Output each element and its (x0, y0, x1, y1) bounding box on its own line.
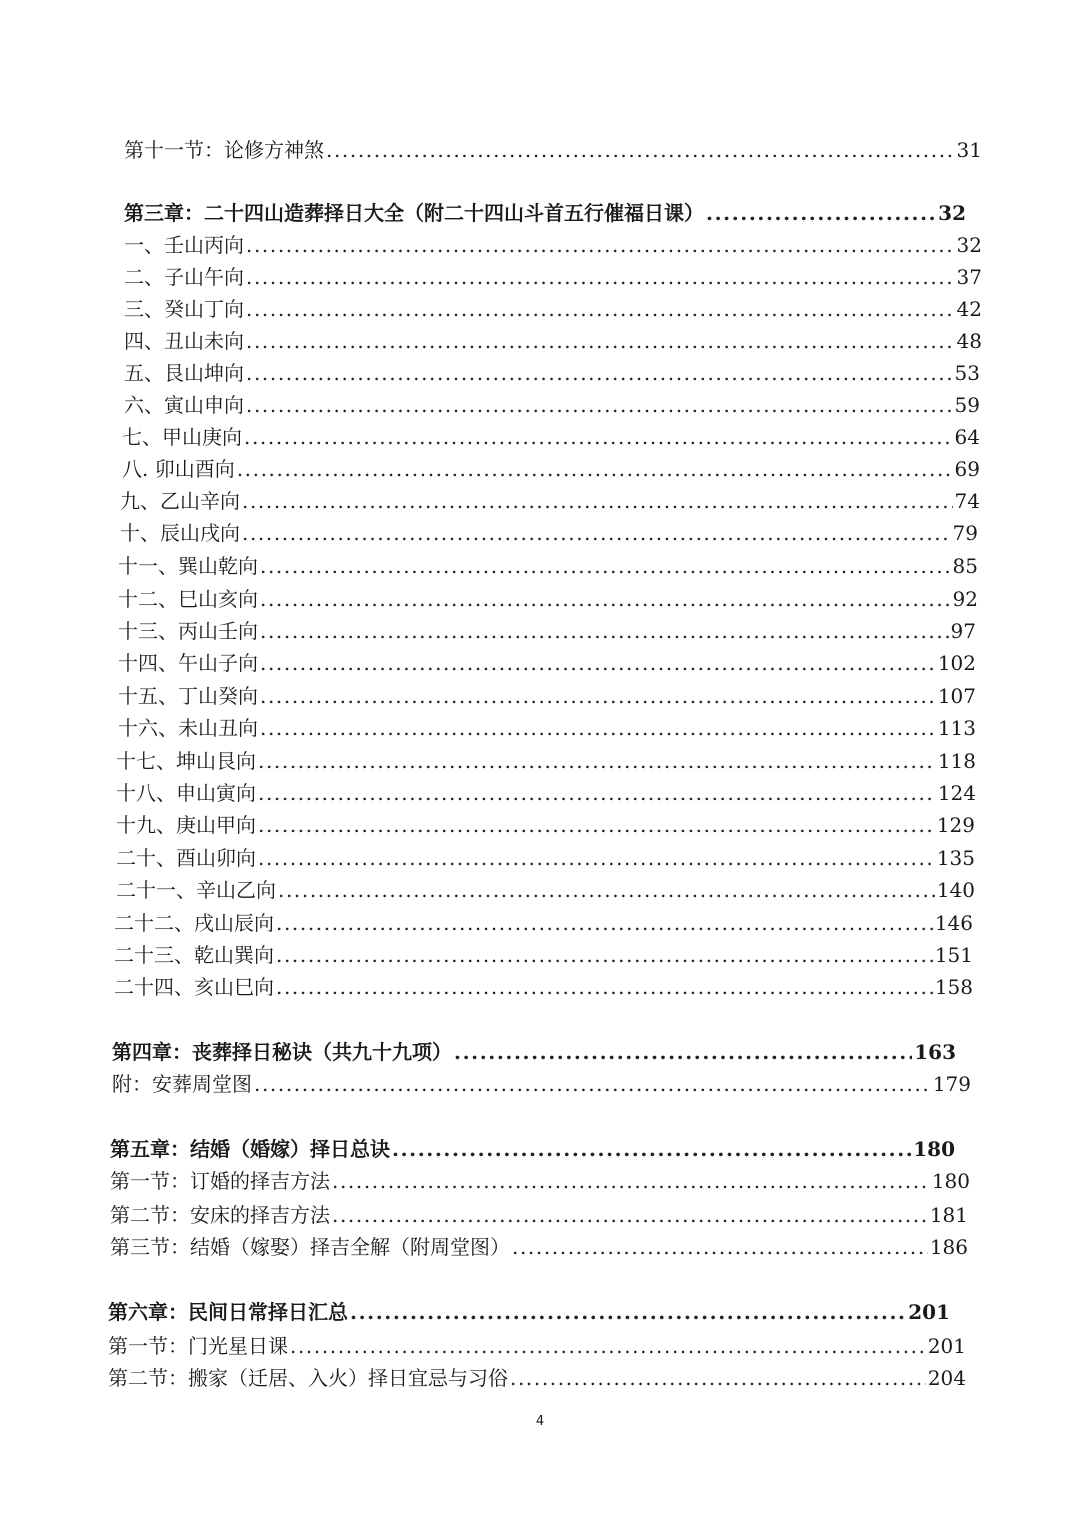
toc-dot-leader (392, 1134, 911, 1164)
toc-chapter-row (110, 1134, 955, 1164)
toc-dot-leader (244, 422, 953, 452)
toc-entry-row (124, 358, 980, 388)
toc-entry-title: 七、甲山庚向 (122, 425, 242, 449)
toc-entry-page: 37 (956, 265, 982, 289)
toc-dot-leader (260, 551, 951, 581)
toc-entry-row (116, 843, 975, 873)
toc-dot-leader (276, 972, 933, 1002)
toc-dot-leader (332, 1200, 928, 1230)
toc-entry-row (118, 551, 978, 581)
toc-entry-title: 一、壬山丙向 (124, 233, 244, 257)
toc-entry-row (110, 1232, 968, 1262)
toc-dot-leader (242, 518, 951, 548)
toc-entry-title: 十四、午山子向 (118, 651, 258, 675)
toc-entry-page: 204 (927, 1366, 966, 1390)
toc-entry-page: 151 (934, 943, 973, 967)
toc-entry-page: 74 (954, 489, 980, 513)
toc-entry-row (118, 648, 976, 678)
toc-entry-page: 42 (956, 297, 982, 321)
toc-dot-leader (246, 230, 955, 260)
toc-entry-page: 124 (937, 781, 976, 805)
toc-dot-leader (260, 681, 936, 711)
toc-entry-row (120, 518, 978, 548)
toc-entry-page: 64 (954, 425, 980, 449)
toc-dot-leader (510, 1363, 926, 1393)
toc-dot-leader (254, 1069, 931, 1099)
toc-dot-leader (242, 486, 953, 516)
toc-entry-title: 第十一节：论修方神煞 (124, 138, 324, 162)
toc-entry-title: 第一节：订婚的择吉方法 (110, 1169, 330, 1193)
toc-entry-row (116, 746, 976, 776)
toc-entry-title: 二、子山午向 (124, 265, 244, 289)
toc-dot-leader (258, 810, 935, 840)
toc-entry-title: 二十、酉山卯向 (116, 846, 256, 870)
toc-dot-leader (237, 454, 953, 484)
page-number: 4 (535, 1414, 545, 1429)
toc-entry-page: 180 (913, 1137, 955, 1161)
toc-entry-title: 五、艮山坤向 (124, 361, 244, 385)
toc-entry-page: 186 (929, 1235, 968, 1259)
toc-dot-leader (246, 326, 955, 356)
toc-entry-page: 158 (934, 975, 973, 999)
toc-entry-page: 107 (937, 684, 976, 708)
toc-entry-row (116, 778, 976, 808)
toc-entry-title: 十三、丙山壬向 (118, 619, 258, 643)
toc-entry-title: 六、寅山申向 (124, 393, 244, 417)
toc-entry-page: 97 (950, 619, 976, 643)
toc-entry-row (124, 135, 982, 165)
toc-dot-leader (326, 135, 955, 165)
toc-dot-leader (276, 940, 933, 970)
toc-dot-leader (278, 875, 935, 905)
toc-entry-row (118, 713, 976, 743)
toc-dot-leader (258, 843, 935, 873)
toc-dot-leader (260, 584, 951, 614)
toc-chapter-row (108, 1297, 950, 1327)
toc-entry-row (108, 1363, 966, 1393)
toc-dot-leader (260, 616, 949, 646)
toc-entry-row (112, 1069, 971, 1099)
toc-entry-row (110, 1200, 968, 1230)
toc-entry-title: 第四章：丧葬择日秘诀（共九十九项） (112, 1040, 452, 1064)
toc-dot-leader (260, 648, 936, 678)
toc-entry-title: 第一节：门光星日课 (108, 1334, 288, 1358)
toc-entry-row (110, 1166, 970, 1196)
toc-entry-title: 十六、未山丑向 (118, 716, 258, 740)
toc-dot-leader (258, 778, 936, 808)
toc-entry-row (124, 326, 982, 356)
toc-entry-row (124, 262, 982, 292)
toc-entry-title: 十二、巳山亥向 (118, 587, 258, 611)
toc-entry-page: 135 (936, 846, 975, 870)
toc-entry-title: 第五章：结婚（婚嫁）择日总诀 (110, 1137, 390, 1161)
toc-entry-row (124, 230, 982, 260)
toc-dot-leader (260, 713, 936, 743)
toc-entry-page: 53 (954, 361, 980, 385)
toc-entry-row (116, 810, 975, 840)
toc-entry-row (122, 454, 980, 484)
toc-entry-page: 146 (934, 911, 973, 935)
toc-entry-row (108, 1331, 966, 1361)
toc-chapter-row (112, 1037, 956, 1067)
toc-entry-row (114, 940, 973, 970)
toc-entry-title: 第二节：安床的择吉方法 (110, 1203, 330, 1227)
toc-dot-leader (276, 908, 933, 938)
toc-entry-page: 69 (954, 457, 980, 481)
toc-entry-page: 59 (954, 393, 980, 417)
toc-entry-row (114, 972, 973, 1002)
toc-entry-row (118, 681, 976, 711)
toc-entry-page: 32 (956, 233, 982, 257)
toc-entry-page: 48 (956, 329, 982, 353)
toc-entry-title: 二十四、亥山巳向 (114, 975, 274, 999)
toc-entry-page: 118 (937, 749, 976, 773)
toc-entry-page: 32 (938, 201, 966, 225)
toc-entry-row (118, 616, 976, 646)
toc-entry-page: 180 (931, 1169, 970, 1193)
toc-dot-leader (290, 1331, 926, 1361)
toc-entry-page: 163 (914, 1040, 956, 1064)
toc-entry-page: 181 (929, 1203, 968, 1227)
toc-dot-leader (332, 1166, 930, 1196)
toc-dot-leader (706, 198, 936, 228)
toc-entry-title: 十、辰山戌向 (120, 521, 240, 545)
toc-entry-title: 九、乙山辛向 (120, 489, 240, 513)
toc-entry-page: 79 (952, 521, 978, 545)
toc-entry-page: 85 (952, 554, 978, 578)
toc-entry-title: 十七、坤山艮向 (116, 749, 256, 773)
toc-entry-page: 113 (937, 716, 976, 740)
toc-entry-title: 第三节：结婚（嫁娶）择吉全解（附周堂图） (110, 1235, 510, 1259)
toc-dot-leader (350, 1297, 906, 1327)
toc-entry-title: 十九、庚山甲向 (116, 813, 256, 837)
toc-entry-title: 十一、巽山乾向 (118, 554, 258, 578)
toc-entry-page: 129 (936, 813, 975, 837)
toc-entry-row (124, 390, 980, 420)
toc-entry-page: 102 (937, 651, 976, 675)
toc-entry-title: 二十二、戌山辰向 (114, 911, 274, 935)
toc-entry-page: 179 (932, 1072, 971, 1096)
toc-entry-row (120, 486, 980, 516)
toc-entry-title: 八. 卯山酉向 (122, 457, 235, 481)
toc-entry-title: 十五、丁山癸向 (118, 684, 258, 708)
toc-dot-leader (246, 294, 955, 324)
toc-entry-title: 第三章：二十四山造葬择日大全（附二十四山斗首五行催福日课） (124, 201, 704, 225)
toc-entry-title: 第六章：民间日常择日汇总 (108, 1300, 348, 1324)
toc-dot-leader (246, 390, 953, 420)
toc-entry-page: 92 (952, 587, 978, 611)
toc-dot-leader (512, 1232, 928, 1262)
toc-entry-title: 十八、申山寅向 (116, 781, 256, 805)
toc-entry-title: 四、丑山未向 (124, 329, 244, 353)
toc-entry-title: 第二节：搬家（迁居、入火）择日宜忌与习俗 (108, 1366, 508, 1390)
toc-dot-leader (258, 746, 936, 776)
toc-entry-title: 二十三、乾山巽向 (114, 943, 274, 967)
toc-entry-title: 二十一、辛山乙向 (116, 878, 276, 902)
toc-entry-row (116, 875, 975, 905)
toc-entry-row (114, 908, 973, 938)
toc-entry-page: 140 (936, 878, 975, 902)
toc-chapter-row (124, 198, 966, 228)
toc-entry-row (122, 422, 980, 452)
toc-dot-leader (246, 358, 953, 388)
toc-entry-title: 附：安葬周堂图 (112, 1072, 252, 1096)
toc-dot-leader (246, 262, 955, 292)
toc-entry-page: 31 (956, 138, 982, 162)
toc-entry-page: 201 (908, 1300, 950, 1324)
toc-entry-row (124, 294, 982, 324)
toc-entry-title: 三、癸山丁向 (124, 297, 244, 321)
toc-dot-leader (454, 1037, 912, 1067)
toc-entry-row (118, 584, 978, 614)
toc-entry-page: 201 (927, 1334, 966, 1358)
